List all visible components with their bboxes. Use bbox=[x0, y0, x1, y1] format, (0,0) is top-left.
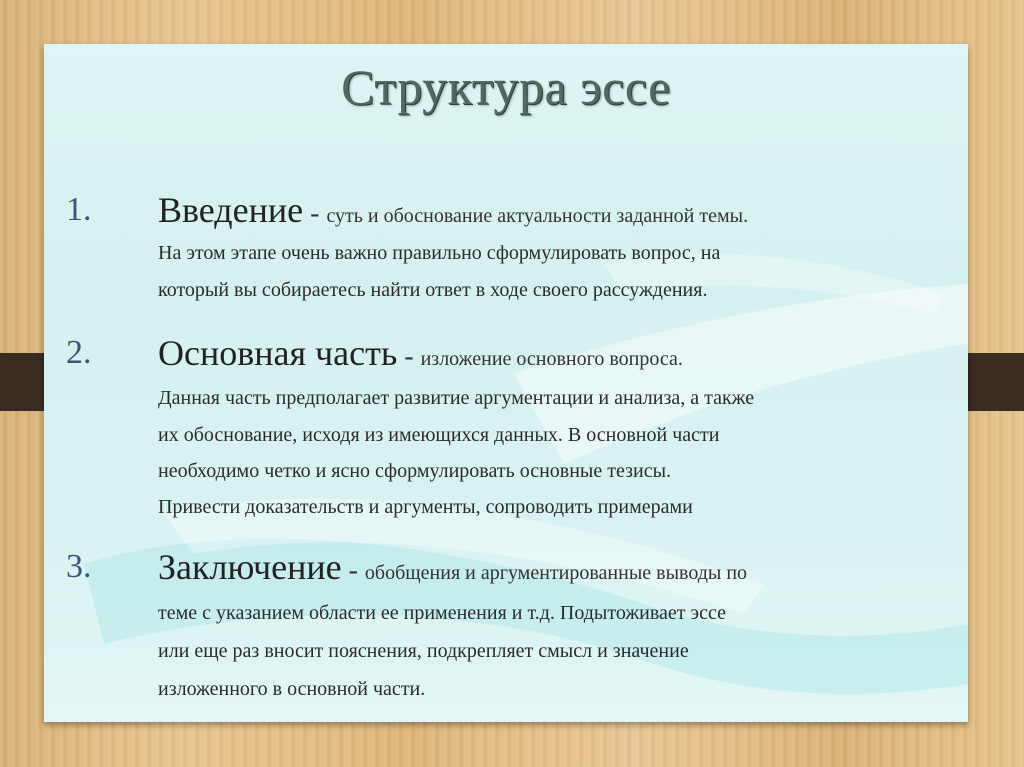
item-text-line: необходимо четко и ясно сформулировать основные тезисы. bbox=[158, 460, 672, 482]
item-number: 3. bbox=[66, 548, 92, 585]
background-stripe-right bbox=[964, 353, 1024, 411]
item-dash: - bbox=[397, 341, 421, 372]
item-text-line: Привести доказательств и аргументы, сопроводить примерами bbox=[158, 496, 693, 518]
item-heading: Введение bbox=[158, 190, 304, 230]
item-lead-text: изложение основного вопроса. bbox=[420, 348, 683, 370]
item-header-line bbox=[158, 332, 683, 374]
item-number: 2. bbox=[66, 334, 92, 371]
item-dash: - bbox=[303, 198, 327, 229]
item-text-line: который вы собираетесь найти ответ в ходе своего рассуждения. bbox=[158, 279, 708, 301]
item-text-line: изложенного в основной части. bbox=[158, 678, 426, 700]
item-text-line: или еще раз вносит пояснения, подкрепляет смысл и значение bbox=[158, 640, 689, 662]
item-text-line: их обоснование, исходя из имеющихся данных. В основной части bbox=[158, 424, 720, 446]
item-header-line bbox=[158, 546, 747, 588]
item-heading: Основная часть bbox=[158, 333, 398, 373]
item-number: 1. bbox=[66, 191, 92, 228]
slide bbox=[44, 44, 968, 722]
item-lead-text: суть и обоснование актуальности заданной темы. bbox=[326, 205, 749, 227]
item-text-line: Данная часть предполагает развитие аргументации и анализа, а также bbox=[158, 387, 755, 409]
item-text-line: теме с указанием области ее применения и т.д. Подытоживает эссе bbox=[158, 602, 726, 624]
item-header-line bbox=[158, 189, 748, 231]
item-dash: - bbox=[341, 555, 365, 586]
item-lead-text: обобщения и аргументированные выводы по bbox=[364, 562, 748, 584]
item-text-line: На этом этапе очень важно правильно сформулировать вопрос, на bbox=[158, 242, 721, 264]
item-heading: Заключение bbox=[158, 547, 342, 587]
slide-title: Структура эссе bbox=[341, 59, 671, 115]
